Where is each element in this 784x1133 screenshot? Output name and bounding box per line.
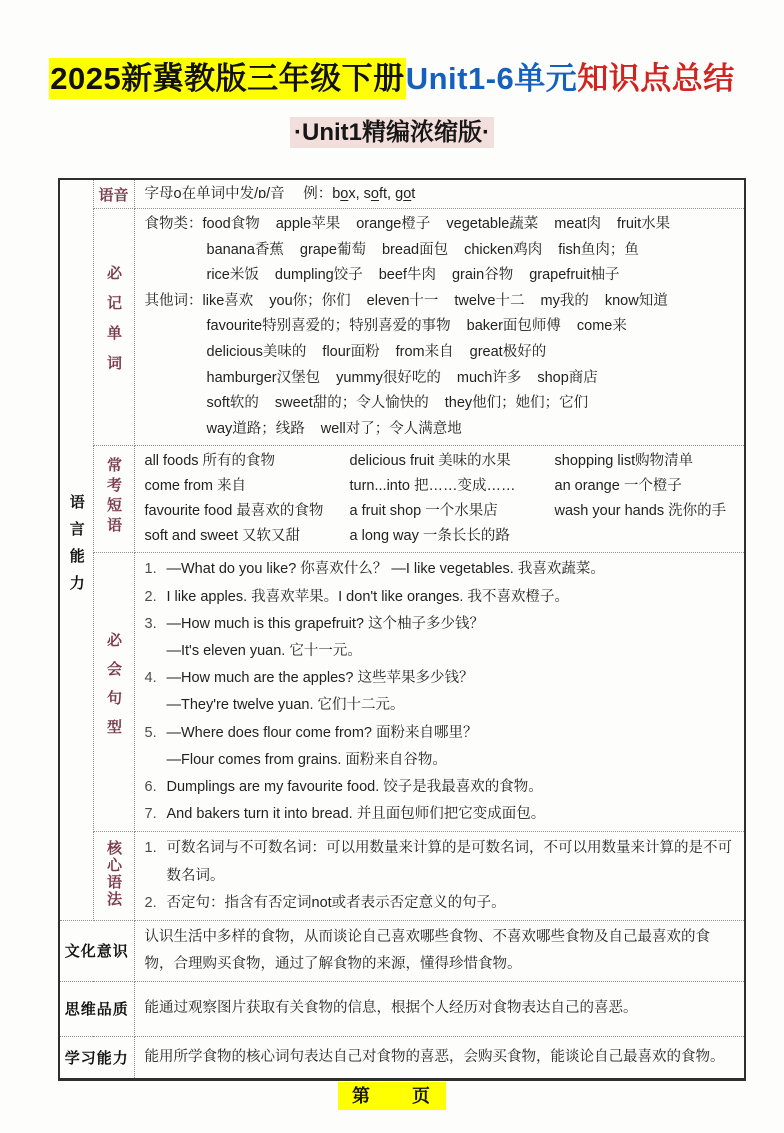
word-item: know知道 [604,292,668,309]
label-learning-ability [59,1036,134,1079]
learning-label-text: 学习能力 [64,1049,129,1067]
word-item: rice米饭 [206,267,259,284]
phrase-item: soft and sweet 又软又甜 [144,528,301,545]
word-item: baker面包师傅 [466,318,561,335]
phrases-label-text: 常考短语 [105,457,122,538]
numbered-line [145,638,737,665]
words-content [134,209,745,446]
word-item: grape葡萄 [299,241,366,258]
word-item: 其他词：like喜欢 [144,292,254,309]
row-culture [59,920,745,981]
row-phonics [59,179,745,209]
label-core-grammar [93,832,134,921]
label-must-remember-words [93,209,134,446]
line-text: 否定句：指含有否定词not或者表示否定意义的句子。 [166,894,506,911]
line-number [145,747,167,774]
phrase-line [145,499,737,524]
numbered-line [145,720,737,747]
label-language-ability [59,179,93,920]
phrase-item: an orange 一个橙子 [554,478,682,495]
word-line [145,212,737,238]
line-text: —What do you like? 你喜欢什么？ —I like vegetables. 我喜欢蔬菜。 [166,561,605,578]
sentences-content [134,553,745,832]
line-text: —How much are the apples? 这些苹果多少钱？ [166,670,474,687]
phonics-content [134,179,745,209]
numbered-line [145,890,737,917]
phonics-segment: 字母o在单词中发/ɒ/音 例：b [144,186,341,202]
word-item: orange橙子 [356,216,431,232]
phrases-content [134,446,745,553]
word-list [145,212,737,442]
words-label-text: 必记单词 [105,265,122,386]
row-words [59,209,745,446]
word-item: way道路；线路 [206,420,305,437]
word-line [145,289,737,315]
line-number: 6. [144,778,157,795]
numbered-line [145,747,737,774]
phrase-line [145,474,737,499]
sentence-list [145,556,737,828]
culture-label-text: 文化意识 [64,943,129,961]
subtitle [0,112,784,147]
word-line [145,340,737,366]
phrase-item: wash your hands 洗你的手 [554,503,727,520]
phrase-item: delicious fruit 美味的水果 [349,453,511,470]
word-item: sweet甜的；令人愉快的 [274,395,429,412]
page-title [0,0,784,102]
phrase-item [555,524,737,549]
line-number: 2. [144,588,157,605]
word-item: fish鱼肉；鱼 [558,241,639,258]
word-item: vegetable蔬菜 [446,216,539,232]
word-item: you你；你们 [269,292,351,309]
word-item: much许多 [456,369,522,386]
phrase-item: all foods 所有的食物 [144,453,276,470]
word-item: delicious美味的 [206,343,307,360]
subtitle-highlight: ·Unit1精编浓缩版· [290,117,494,148]
word-item: 食物类：food食物 [144,216,260,232]
language-ability-text: 语言能力 [67,493,85,602]
word-line [145,391,737,417]
word-item: yummy很好吃的 [336,369,441,386]
phonics-segment: o [403,186,412,202]
thinking-content [134,981,745,1036]
phrase-item: turn...into 把……变成…… [349,478,516,495]
word-item: grapefruit柚子 [529,267,620,284]
numbered-line [145,611,737,638]
title-unit-range: Unit1-6单元 [405,61,578,96]
phrase-item: shopping list购物清单 [554,453,694,470]
phrase-item: come from 来自 [144,478,247,495]
phrase-item: a fruit shop 一个水果店 [349,503,498,520]
row-thinking [59,981,745,1036]
numbered-line [145,835,737,889]
thinking-label-text: 思维品质 [64,1001,129,1019]
line-number: 4. [144,670,157,687]
phrase-line [145,524,737,549]
line-text: Dumplings are my favourite food. 饺子是我最喜欢的食物。 [166,778,543,795]
line-number [145,692,167,719]
line-text: —They're twelve yuan. 它们十二元。 [166,697,405,714]
label-thinking-quality [59,981,134,1036]
line-text: 可数名词与不可数名词：可以用数量来计算的是可数名词，不可以用数量来计算的是不可数名词。 [166,840,732,884]
title-highlighted-part: 2025新冀教版三年级下册 [49,58,405,99]
learning-text: 能用所学食物的核心词句表达自己对食物的喜恶，会购买食物，能谈论自己最喜欢的食物。 [144,1048,725,1065]
line-number: 3. [144,615,157,632]
word-line [145,314,737,340]
grammar-list [145,835,737,917]
page-number-placeholder: 第 页 [338,1082,446,1110]
numbered-line [145,774,737,801]
word-item: hamburger汉堡包 [206,369,321,386]
word-item: they他们；她们；它们 [444,395,589,412]
row-phrases [59,446,745,553]
line-text: —Flour comes from grains. 面粉来自谷物。 [166,751,447,768]
line-number: 7. [144,806,157,823]
line-number [145,638,167,665]
word-item: from来自 [395,343,454,360]
grammar-label-text: 核心语法 [105,840,122,909]
line-text: And bakers turn it into bread. 并且面包师们把它变成面包。 [166,806,546,823]
phonics-segment: o [370,186,379,202]
sentences-label-text: 必会句型 [105,632,122,749]
page-footer [0,1082,784,1108]
numbered-line [145,692,737,719]
phonics-segment: o [340,186,349,202]
word-item: banana香蕉 [206,241,284,258]
numbered-line [145,665,737,692]
culture-text: 认识生活中多样的食物，从而谈论自己喜欢哪些食物、不喜欢哪些食物及自己最喜欢的食物，合理购买食物，通过了解食物的来源，懂得珍惜食物。 [144,928,710,972]
label-phonics [93,179,134,209]
word-item: dumpling饺子 [274,267,363,284]
word-item: grain谷物 [451,267,514,284]
word-item: apple苹果 [275,216,341,232]
word-line [145,263,737,289]
word-item: great极好的 [469,343,547,360]
phrase-list [145,449,737,549]
line-number: 2. [144,894,157,911]
title-summary-part: 知识点总结 [577,61,735,96]
word-item: well对了；令人满意地 [320,420,462,437]
label-common-phrases [93,446,134,553]
label-cultural-awareness [59,920,134,981]
line-number: 1. [144,840,157,857]
row-sentences [59,553,745,832]
phonics-segment: ft, g [379,186,404,202]
word-item: bread面包 [381,241,449,258]
word-line [145,417,737,443]
word-item: meat肉 [554,216,602,232]
row-learning [59,1036,745,1079]
phrase-item: favourite food 最喜欢的食物 [144,503,324,520]
phonics-label-text: 语音 [98,186,129,204]
line-number: 1. [144,561,157,578]
word-item: twelve十二 [454,292,525,309]
phonics-segment: x, s [348,186,371,202]
word-item: favourite特别喜爱的；特别喜爱的事物 [206,318,451,335]
word-item: my我的 [540,292,589,309]
phonics-line [145,183,737,205]
thinking-text: 能通过观察图片获取有关食物的信息，根据个人经历对食物表达自己的喜恶。 [144,1000,638,1017]
line-text: —Where does flour come from? 面粉来自哪里？ [166,724,478,741]
row-grammar [59,832,745,921]
line-text: —It's eleven yuan. 它十一元。 [166,642,362,659]
numbered-line [145,584,737,611]
knowledge-table [58,178,746,1081]
phrase-line [145,449,737,474]
word-line [145,238,737,264]
phonics-segment: t [411,186,416,202]
learning-content [134,1036,745,1079]
word-item: fruit水果 [617,216,671,232]
numbered-line [145,801,737,828]
line-number: 5. [144,724,157,741]
numbered-line [145,556,737,583]
line-text: I like apples. 我喜欢苹果。I don't like oranges. 我不喜欢橙子。 [166,588,569,605]
word-item: flour面粉 [322,343,380,360]
word-item: soft软的 [206,395,259,412]
culture-content [134,920,745,981]
label-key-sentences [93,553,134,832]
word-item: eleven十一 [366,292,439,309]
phrase-item: a long way 一条长长的路 [349,528,510,545]
word-item: shop商店 [537,369,598,386]
word-item: come来 [576,318,627,335]
word-line [145,366,737,392]
word-item: chicken鸡肉 [464,241,543,258]
grammar-content [134,832,745,921]
word-item: beef牛肉 [378,267,436,284]
line-text: —How much is this grapefruit? 这个柚子多少钱？ [166,615,484,632]
